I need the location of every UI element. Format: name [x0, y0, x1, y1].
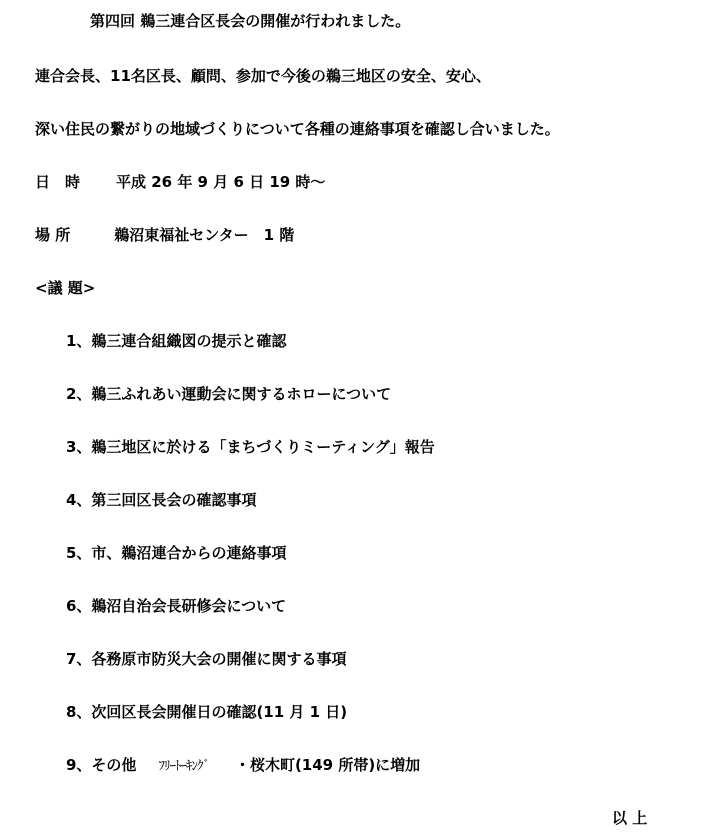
- closing-mark: 以 上: [612, 809, 648, 827]
- agenda-item-3: 3、鵜三地区に於ける「まちづくりミーティング」報告: [66, 438, 435, 456]
- notice-title: 第四回 鵜三連合区長会の開催が行われました。: [90, 12, 411, 30]
- agenda-item-1: 1、鵜三連合組織図の提示と確認: [66, 332, 287, 350]
- agenda-item-9-note: ﾌﾘｰﾄｰｷﾝｸﾞ: [158, 759, 209, 774]
- intro-line-1: 連合会長、11名区長、顧問、参加で今後の鵜三地区の安全、安心、: [35, 67, 491, 85]
- intro-line-2: 深い住民の繋がりの地域づくりについて各種の連絡事項を確認し合いました。: [35, 120, 560, 138]
- date-value: 平成 26 年 9 月 6 日 19 時～: [116, 173, 326, 191]
- agenda-item-9: [66, 755, 420, 777]
- agenda-item-9-suffix: ・桜木町(149 所帯)に増加: [234, 756, 421, 774]
- agenda-item-5: 5、市、鵜沼連合からの連絡事項: [66, 544, 287, 562]
- date-label: 日 時: [35, 173, 81, 191]
- agenda-item-4: 4、第三回区長会の確認事項: [66, 491, 257, 509]
- meeting-place: [35, 225, 294, 245]
- agenda-item-8: 8、次回区長会開催日の確認(11 月 1 日): [66, 703, 348, 721]
- place-label: 場 所: [35, 226, 71, 244]
- agenda-item-7: 7、各務原市防災大会の開催に関する事項: [66, 650, 347, 668]
- place-value: 鵜沼東福祉センター 1 階: [114, 226, 295, 244]
- agenda-item-9-prefix: 9、その他: [66, 756, 137, 774]
- agenda-item-2: 2、鵜三ふれあい運動会に関するホローについて: [66, 385, 392, 403]
- agenda-item-6: 6、鵜沼自治会長研修会について: [66, 597, 287, 615]
- agenda-heading: <議 題>: [35, 279, 96, 297]
- meeting-date: [35, 172, 325, 192]
